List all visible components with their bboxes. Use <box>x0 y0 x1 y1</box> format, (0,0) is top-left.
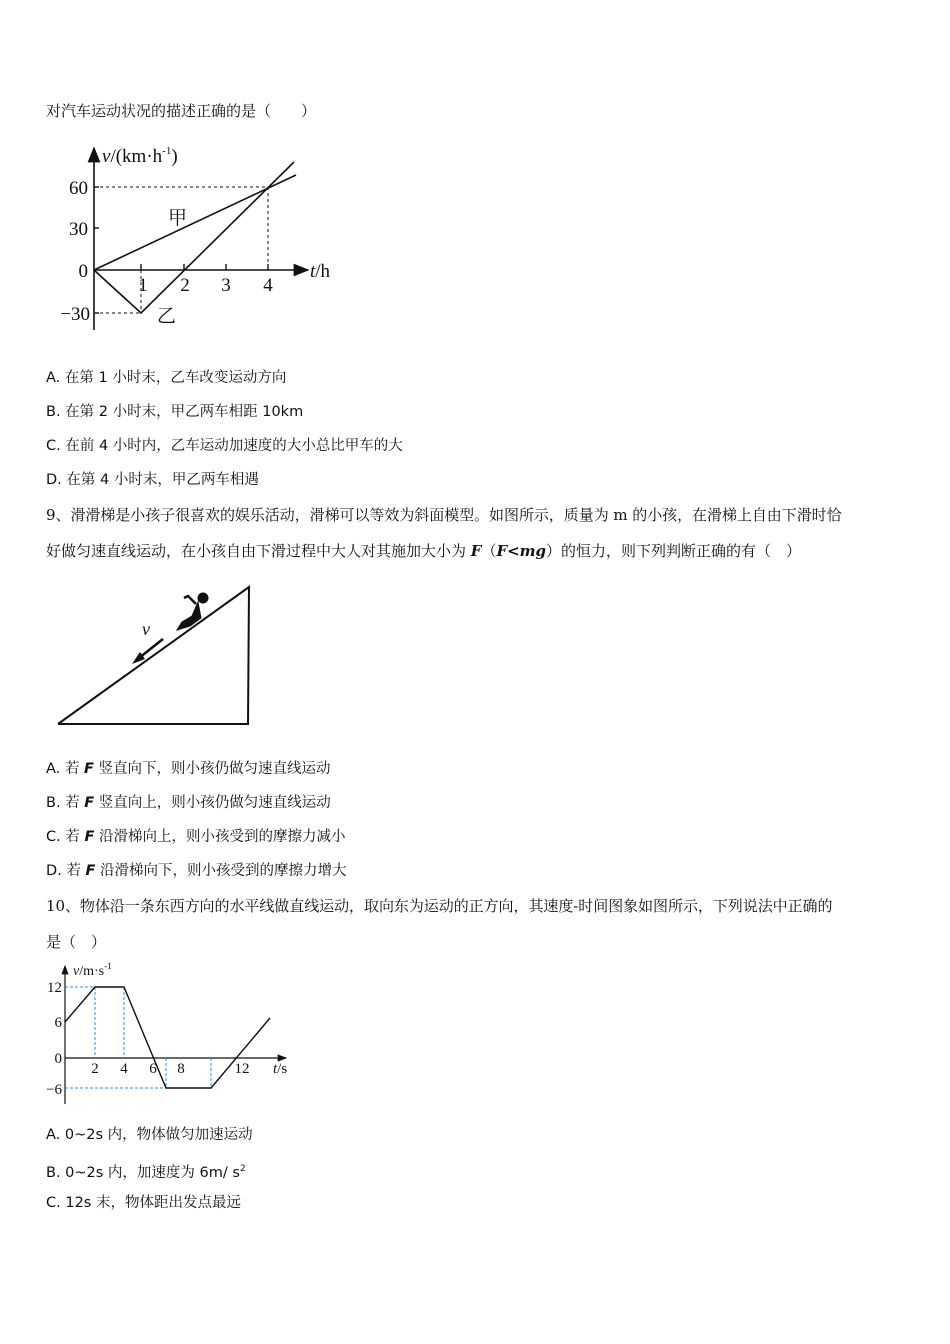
x-axis-label: t/h <box>310 261 331 282</box>
xtick-2: 2 <box>180 275 190 296</box>
xtick-12: 12 <box>234 1061 250 1077</box>
q9-option-c: C. 若 F 沿滑梯向上，则小孩受到的摩擦力减小 <box>46 829 346 845</box>
x-axis-label: t/s <box>273 1061 288 1077</box>
slide-incline <box>58 587 249 724</box>
xtick-1: 1 <box>138 275 148 296</box>
q8-option-b: B. 在第 2 小时末，甲乙两车相距 10km <box>46 404 304 420</box>
q8-option-a: A. 在第 1 小时末，乙车改变运动方向 <box>46 370 287 386</box>
q9-option-a: A. 若 F 竖直向下，则小孩仍做匀速直线运动 <box>46 761 331 777</box>
ytick-6: 6 <box>54 1015 62 1031</box>
ytick-neg6: −6 <box>46 1082 62 1098</box>
xtick-4: 4 <box>263 275 273 296</box>
ytick-12: 12 <box>47 980 62 996</box>
q9-stem-line1: 9、滑滑梯是小孩子很喜欢的娱乐活动，滑梯可以等效为斜面模型。如图所示，质量为 m 的小孩，在滑梯上自由下滑时恰 <box>46 506 842 524</box>
q10-option-b: B. 0~2s 内，加速度为 6m/ $s^2$ <box>46 1164 246 1181</box>
xtick-3: 3 <box>221 275 231 296</box>
q9-option-d: D. 若 F 沿滑梯向下，则小孩受到的摩擦力增大 <box>46 863 347 879</box>
xtick-6: 6 <box>149 1061 157 1077</box>
label-jia: 甲 <box>168 208 188 229</box>
q8-option-c: C. 在前 4 小时内，乙车运动加速度的大小总比甲车的大 <box>46 438 403 454</box>
ytick-0: 0 <box>54 1051 62 1067</box>
label-yi: 乙 <box>157 306 177 327</box>
q8-vt-graph <box>40 140 340 355</box>
y-axis-label: $v/m\cdot s^{-1}$ <box>73 961 112 979</box>
q8-stem: 对汽车运动状况的描述正确的是（ ） <box>46 102 317 120</box>
child-icon <box>177 593 208 630</box>
ytick-0: 0 <box>78 261 88 282</box>
q10-vt-graph <box>40 958 300 1108</box>
xtick-2: 2 <box>91 1061 99 1077</box>
q10-stem-line2: 是（ ） <box>46 933 107 951</box>
xtick-4: 4 <box>120 1061 128 1077</box>
q10-option-c: C. 12s 末，物体距出发点最远 <box>46 1195 241 1211</box>
q9-option-b: B. 若 F 竖直向上，则小孩仍做匀速直线运动 <box>46 795 331 811</box>
velocity-arrow <box>139 639 163 658</box>
ytick-30: 30 <box>69 219 88 240</box>
xtick-8: 8 <box>177 1061 185 1077</box>
ytick-60: 60 <box>69 178 88 199</box>
velocity-label: v <box>142 619 150 639</box>
q8-option-d: D. 在第 4 小时末，甲乙两车相遇 <box>46 472 259 488</box>
q10-stem-line1: 10、物体沿一条东西方向的水平线做直线运动，取向东为运动的正方向，其速度-时间图象如图所示，下列说法中正确的 <box>46 897 833 915</box>
y-axis-label: $v/(km\cdot h^{-1})$ <box>102 145 178 167</box>
ytick-neg30: −30 <box>60 304 90 325</box>
q10-option-a: A. 0~2s 内，物体做匀加速运动 <box>46 1127 253 1143</box>
q9-stem-line2: 好做匀速直线运动，在小孩自由下滑过程中大人对其施加大小为 F（F<mg）的恒力，则下列判断正确的有（ ） <box>46 542 802 560</box>
q9-slide-figure <box>52 582 272 732</box>
